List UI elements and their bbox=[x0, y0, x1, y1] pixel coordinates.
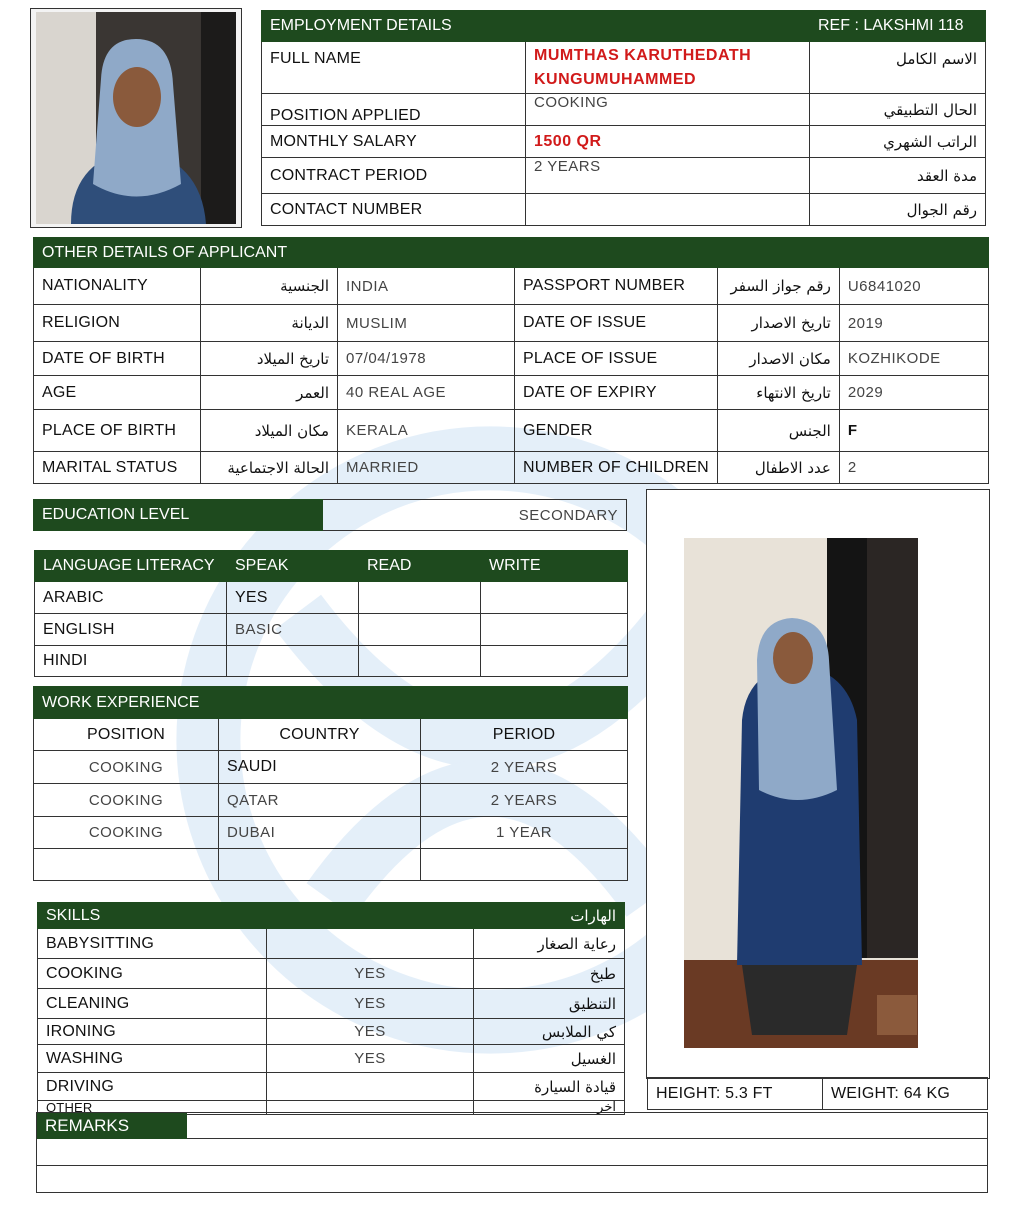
full-name-label: FULL NAME bbox=[262, 42, 526, 94]
skill-row: DRIVING قيادة السيارة bbox=[38, 1073, 625, 1101]
position-applied-value: COOKING bbox=[526, 94, 810, 126]
education-value: SECONDARY bbox=[323, 500, 627, 531]
weight-value: WEIGHT: 64 KG bbox=[823, 1078, 988, 1110]
other-details-table bbox=[33, 237, 989, 484]
skill-row: WASHING YES الغسيل bbox=[38, 1045, 625, 1073]
full-name-arabic: الاسم الكامل bbox=[810, 42, 986, 94]
language-table: LANGUAGE LITERACY SPEAK READ WRITE ARABIC YES ENGLISH BASIC HINDI bbox=[34, 550, 628, 677]
other-row: PLACE OF BIRTH مكان الميلاد KERALA GENDER الجنس F bbox=[34, 410, 989, 452]
language-row: HINDI bbox=[35, 646, 628, 677]
monthly-salary-label: MONTHLY SALARY bbox=[262, 126, 526, 158]
skill-row: OTHER اخر bbox=[38, 1101, 625, 1115]
work-experience-table: WORK EXPERIENCE POSITION COUNTRY PERIOD COOKING SAUDI 2 YEARS COOKING QATAR 2 YEARS COOKING DUBAI 1 YEAR bbox=[33, 686, 628, 881]
contract-period-value: 2 YEARS bbox=[526, 158, 810, 194]
work-experience-header: WORK EXPERIENCE bbox=[34, 687, 421, 719]
skills-table bbox=[37, 902, 625, 1115]
work-row: COOKING DUBAI 1 YEAR bbox=[34, 817, 628, 849]
remarks-label: REMARKS bbox=[37, 1113, 187, 1139]
position-applied-arabic: الحال التطبيقي bbox=[810, 94, 986, 126]
contact-number-value bbox=[526, 194, 810, 226]
skill-row: IRONING YES كي الملابس bbox=[38, 1019, 625, 1045]
skill-row: CLEANING YES التنظيق bbox=[38, 989, 625, 1019]
education-label: EDUCATION LEVEL bbox=[34, 500, 323, 531]
work-row bbox=[34, 849, 628, 881]
employment-details-table bbox=[261, 10, 986, 226]
skill-row: BABYSITTING رعاية الصغار bbox=[38, 929, 625, 959]
education-table bbox=[33, 499, 627, 531]
contract-period-arabic: مدة العقد bbox=[810, 158, 986, 194]
work-row: COOKING QATAR 2 YEARS bbox=[34, 784, 628, 817]
language-row: ENGLISH BASIC bbox=[35, 614, 628, 646]
remarks-box bbox=[36, 1112, 988, 1193]
other-details-header: OTHER DETAILS OF APPLICANT bbox=[34, 238, 515, 268]
full-name-value: MUMTHAS KARUTHEDATH KUNGUMUHAMMED bbox=[526, 42, 810, 94]
height-value: HEIGHT: 5.3 FT bbox=[648, 1078, 823, 1110]
ref-label: REF : LAKSHMI 118 bbox=[810, 11, 986, 42]
skills-header-arabic: الهارات bbox=[474, 903, 625, 929]
other-row: DATE OF BIRTH تاريخ الميلاد 07/04/1978 PLACE OF ISSUE مكان الاصدار KOZHIKODE bbox=[34, 342, 989, 376]
contract-period-label: CONTRACT PERIOD bbox=[262, 158, 526, 194]
contact-number-arabic: رقم الجوال bbox=[810, 194, 986, 226]
position-applied-label: POSITION APPLIED bbox=[262, 94, 526, 126]
work-row: COOKING SAUDI 2 YEARS bbox=[34, 751, 628, 784]
other-row: NATIONALITY الجنسية INDIA PASSPORT NUMBER رقم جواز السفر U6841020 bbox=[34, 268, 989, 305]
other-row: AGE العمر 40 REAL AGE DATE OF EXPIRY تاريخ الانتهاء 2029 bbox=[34, 376, 989, 410]
employment-header: EMPLOYMENT DETAILS bbox=[262, 11, 810, 42]
language-row: ARABIC YES bbox=[35, 582, 628, 614]
contact-number-label: CONTACT NUMBER bbox=[262, 194, 526, 226]
other-row: RELIGION الديانة MUSLIM DATE OF ISSUE تاريخ الاصدار 2019 bbox=[34, 305, 989, 342]
other-row: MARITAL STATUS الحالة الاجتماعية MARRIED NUMBER OF CHILDREN عدد الاطفال 2 bbox=[34, 452, 989, 484]
portrait-photo bbox=[30, 8, 242, 228]
monthly-salary-value: 1500 QR bbox=[526, 126, 810, 158]
skill-row: COOKING YES طبخ bbox=[38, 959, 625, 989]
physical-table bbox=[647, 1077, 988, 1110]
full-body-photo bbox=[646, 489, 990, 1079]
skills-header: SKILLS bbox=[38, 903, 474, 929]
monthly-salary-arabic: الراتب الشهري bbox=[810, 126, 986, 158]
